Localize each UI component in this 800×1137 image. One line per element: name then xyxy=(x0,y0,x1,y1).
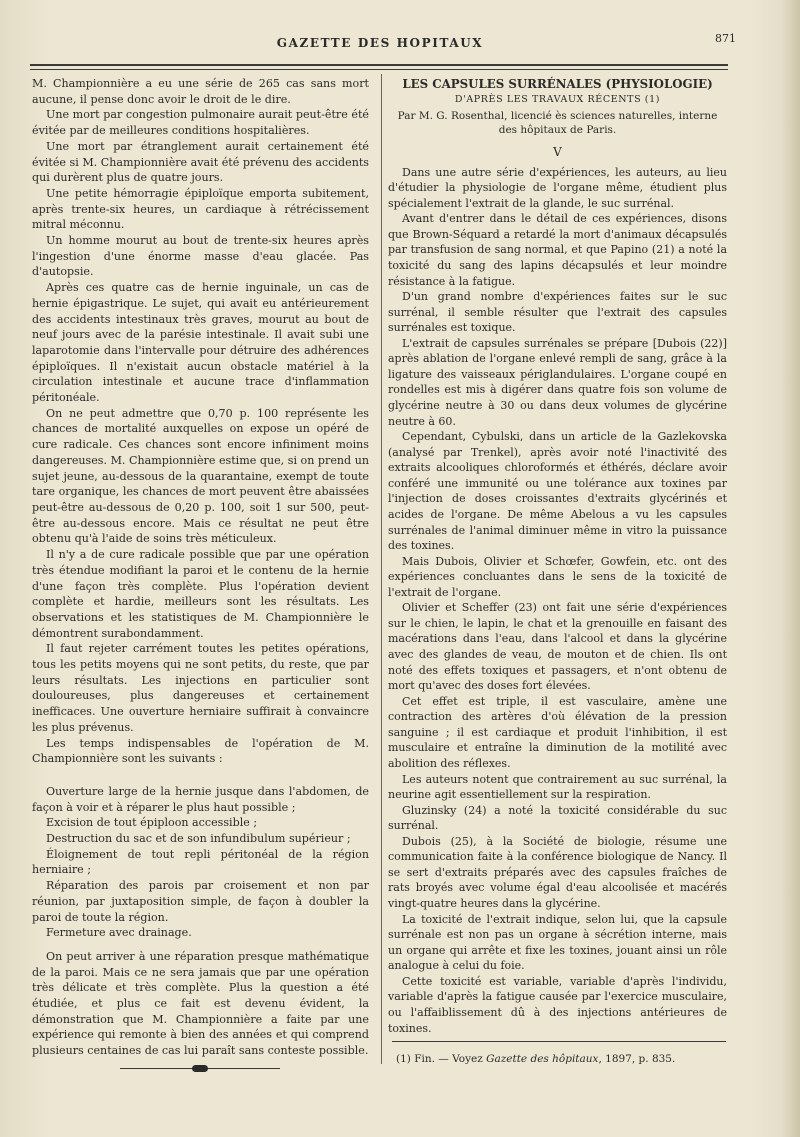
paragraph: Il n'y a de cure radicale possible que par une opération très étendue modifiant la paroi et le contenu de la hernie d'une façon très complète. Plus l'opération devient complète et hardie, meilleurs sont les résultats. Les observations et les statistiques de M. Championnière le démontrent surabondamment. xyxy=(32,548,369,640)
paragraph: Les temps indispensables de l'opération de M. Championnière sont les suivants : xyxy=(32,736,369,766)
paragraph: Olivier et Scheffer (23) ont fait une série d'expériences sur le chien, le lapin, le chat et la grenouille en faisant des macérations dans l'eau, dans l'alcool et dans la glycérine avec des glandes de veau, de mouton et de chien. Ils ont noté des effets toxiques et passagers, et n'ont obtenu de mort qu'avec des doses fort élevées. xyxy=(388,601,727,693)
page-number: 871 xyxy=(715,32,736,45)
article-title: LES CAPSULES SURRÉNALES (PHYSIOLOGIE) xyxy=(402,77,713,91)
end-ornament xyxy=(120,1066,280,1072)
article-subtitle: D'APRÈS LES TRAVAUX RÉCENTS (1) xyxy=(454,94,661,105)
column-divider xyxy=(381,74,382,1064)
paragraph: Mais Dubois, Olivier et Schœfer, Gowfein, etc. ont des expériences concluantes dans le sens de la toxicité de l'extrait de l'organe. xyxy=(388,554,727,599)
paragraph: On ne peut admettre que 0,70 p. 100 représente les chances de mortalité auxquelles on expose un opéré de cure radicale. Ces chances sont encore infiniment moins dangereuses. M. Championnière estime que, si on prend un sujet jeune, au-dessous de la quarantaine, exempt de toute tare organique, les chances de mort peuvent être abaissées peut-être au-dessous de 0,20 p. 100, soit 1 sur 500, peut-être au-dessous encore. Mais ce résultat ne peut être obtenu qu'à l'aide de soins très méticuleux. xyxy=(32,406,369,546)
paragraph: M. Championnière a eu une série de 265 cas sans mort aucune, il pense donc avoir le droit de le dire. xyxy=(32,77,369,106)
paragraph: Avant d'entrer dans le détail de ces expériences, disons que Brown-Séquard a retardé la mort d'animaux décapsulés par transfusion de sang normal, et que Papino (21) a noté la toxicité du sang des lapins décapsulés et leur moindre résistance à la fatigue. xyxy=(388,212,727,288)
header-rule-thin xyxy=(30,69,728,70)
paragraph: Gluzinsky (24) a noté la toxicité considérable du suc surrénal. xyxy=(388,803,727,833)
paragraph: Cependant, Cybulski, dans un article de la Gazlekovska (analysé par Trenkel), après avoir noté l'inactivité des extraits alcooliques chloroformés et éthérés, déclare avoir conféré une immunité ou une tolérance aux toxines par l'injection de doses croissantes d'extraits glycérinés et acides de l'organe. De même Abelous a vu les capsules surrénales de l'animal diminuer même in vitro la puissance des toxines. xyxy=(388,430,727,553)
header-rule xyxy=(30,64,728,66)
footnote-rule xyxy=(392,1041,726,1042)
paragraph: Dubois (25), à la Société de biologie, résume une communication faite à la conférence biologique de Nancy. Il se sert d'extraits préparés avec des capsules fraîches de rats broyés avec volume égal d'eau alcoolisée et macérés vingt-quatre heures dans la glycérine. xyxy=(388,834,727,910)
footnote-journal: Gazette des hôpitaux xyxy=(486,1053,599,1065)
paragraph: L'extrait de capsules surrénales se prépare [Dubois (22)] après ablation de l'organe enlevé rempli de sang, grâce à la ligature des vaisseaux périglandulaires. L'organe coupé en rondelles est mis à digérer dans quatre fois son volume de glycérine neutre à 30 ou dans deux volumes de glycérine neutre à 60. xyxy=(388,336,727,428)
article-author: Par M. G. Rosenthal, licencié ès sciences naturelles, interne des hôpitaux de Paris. xyxy=(397,110,718,136)
paragraph: D'un grand nombre d'expériences faites sur le suc surrénal, il semble résulter que l'extrait des capsules surrénales est toxique. xyxy=(388,290,727,335)
footnote xyxy=(396,1053,726,1065)
list-item: Réparation des parois par croisement et non par réunion, par juxtaposition simple, de façon à doubler la paroi de toute la région. xyxy=(32,879,369,924)
paragraph: Les auteurs notent que contrairement au suc surrénal, la neurine agit essentiellement sur la respiration. xyxy=(388,772,727,802)
journal-title: GAZETTE DES HOPITAUX xyxy=(276,36,484,50)
paragraph: Une mort par étranglement aurait certainement été évitée si M. Championnière avait été prévenu des accidents qui durèrent plus de quatre jours. xyxy=(32,139,369,185)
paragraph: On peut arriver à une réparation presque mathématique de la paroi. Mais ce ne sera jamais que par une opération très délicate et très complète. Plus la question a été étudiée, et plus ce fait est devenu évident, la démonstration que M. Championnière a faite par une expérience qui remonte à bien des années et qui comprend plusieurs centaines de cas lui paraît sans conteste possible. xyxy=(32,949,369,1058)
paragraph: Après ces quatre cas de hernie inguinale, un cas de hernie épigastrique. Le sujet, qui avait eu antérieurement des accidents intestinaux très graves, mourut au bout de neuf jours avec de la parésie intestinale. Il avait subi une laparotomie dans l'intervalle pour détruire des adhérences épiploïques. Il n'existait aucun obstacle matériel à la circulation intestinale et aucune trace d'inflammation péritonéale. xyxy=(32,281,369,405)
list-item: Excision de tout épiploon accessible ; xyxy=(46,816,258,830)
list-item: Éloignement de tout repli péritonéal de la région herniaire ; xyxy=(32,847,369,877)
paragraph: Une mort par congestion pulmonaire aurait peut-être été évitée par de meilleures conditions hospitalières. xyxy=(32,108,369,138)
right-column xyxy=(388,76,727,1036)
paragraph: Une petite hémorragie épiploïque emporta subitement, après trente-six heures, un cardiaque à rétrécissement mitral méconnu. xyxy=(32,186,369,232)
paragraph: Un homme mourut au bout de trente-six heures après l'ingestion d'une énorme masse d'eau glacée. Pas d'autopsie. xyxy=(32,234,369,279)
paragraph: La toxicité de l'extrait indique, selon lui, que la capsule surrénale est non pas un organe à sécrétion interne, mais un organe qui arrête et fixe les toxines, jouant ainsi un rôle analogue à celui du foie. xyxy=(388,912,727,973)
paragraph: Cet effet est triple, il est vasculaire, amène une contraction des artères d'où élévation de la pression sanguine ; il est cardiaque et produit l'inhibition, il est musculaire et entraîne la diminution de la motilité avec abolition des réflexes. xyxy=(388,694,727,770)
list-item: Destruction du sac et de son infundibulum supérieur ; xyxy=(46,832,351,846)
left-column xyxy=(32,76,369,1059)
paragraph: Dans une autre série d'expériences, les auteurs, au lieu d'étudier la physiologie de l'organe même, étudient plus spécialement l'extrait de la glande, le suc surrénal. xyxy=(388,165,727,210)
footnote-ref: , 1897, p. 835. xyxy=(598,1053,676,1065)
list-item: Ouverture large de la hernie jusque dans l'abdomen, de façon à voir et à réparer le plus haut possible ; xyxy=(32,784,369,814)
list-item: Fermeture avec drainage. xyxy=(46,926,192,940)
page-header xyxy=(30,30,736,54)
footnote-marker: (1) Fin. — Voyez xyxy=(396,1053,483,1065)
section-number: V xyxy=(553,145,562,159)
page-edge-shadow xyxy=(782,0,800,1137)
paragraph: Il faut rejeter carrément toutes les petites opérations, tous les petits moyens qui ne sont petits, du reste, que par leurs résultats. Les injections en particulier sont douloureuses, plus dangereuses et certainement inefficaces. Une ouverture herniaire suffirait à convaincre les plus prévenus. xyxy=(32,642,369,734)
paragraph: Cette toxicité est variable, variable d'après l'individu, variable d'après la fatigue causée par l'exercice musculaire, ou l'affaiblissement dû à des injections antérieures de toxines. xyxy=(388,974,727,1035)
